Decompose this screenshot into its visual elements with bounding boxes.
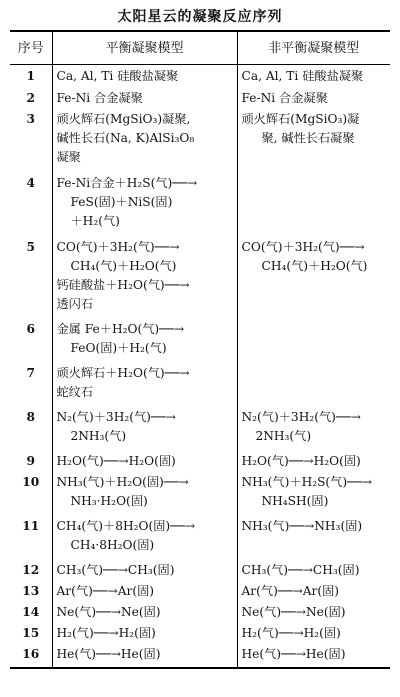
header-nonequilibrium-model: 非平衡凝聚模型 bbox=[237, 31, 390, 65]
reaction-line: Ar(气)──→Ar(固) bbox=[241, 583, 340, 598]
equilibrium-cell bbox=[52, 172, 237, 236]
row-number: 15 bbox=[22, 625, 40, 640]
reaction-line: N₂(气)＋3H₂(气)──→ bbox=[241, 409, 361, 424]
equilibrium-cell bbox=[52, 643, 237, 668]
nonequilibrium-cell bbox=[237, 406, 390, 450]
reaction-line: CH₃(气)──→CH₃(固) bbox=[56, 562, 175, 577]
nonequilibrium-cell bbox=[237, 471, 390, 515]
row-number: 5 bbox=[26, 239, 35, 254]
reaction-line: 聚, 碱性长石凝聚 bbox=[261, 130, 355, 145]
row-number: 9 bbox=[26, 453, 35, 468]
nonequilibrium-cell bbox=[237, 108, 390, 172]
row-number: 6 bbox=[26, 321, 35, 336]
reaction-line: NH₄SH(固) bbox=[261, 493, 329, 508]
nonequilibrium-cell bbox=[237, 622, 390, 643]
row-number: 4 bbox=[26, 175, 35, 190]
reaction-line: H₂(气)──→H₂(固) bbox=[241, 625, 341, 640]
equilibrium-cell bbox=[52, 622, 237, 643]
table-row bbox=[10, 362, 390, 406]
row-number: 12 bbox=[22, 562, 40, 577]
header-equilibrium-model: 平衡凝聚模型 bbox=[52, 31, 237, 65]
reaction-line: 金属 Fe＋H₂O(气)──→ bbox=[56, 321, 185, 336]
nonequilibrium-cell bbox=[237, 362, 390, 406]
reaction-line: Ar(气)──→Ar(固) bbox=[56, 583, 155, 598]
nonequilibrium-cell bbox=[237, 601, 390, 622]
row-number: 14 bbox=[22, 604, 40, 619]
reaction-line: 顽火辉石＋H₂O(气)──→ bbox=[56, 365, 190, 380]
table-row bbox=[10, 236, 390, 318]
reaction-line: He(气)──→He(固) bbox=[241, 646, 346, 661]
reaction-line: Ne(气)──→Ne(固) bbox=[241, 604, 346, 619]
reaction-line: CH₄(气)＋H₂O(气) bbox=[261, 258, 368, 273]
reaction-line: FeS(固)＋NiS(固) bbox=[70, 194, 173, 209]
nonequilibrium-cell bbox=[237, 643, 390, 668]
equilibrium-cell bbox=[52, 471, 237, 515]
row-number: 8 bbox=[26, 409, 35, 424]
row-number: 1 bbox=[26, 69, 35, 83]
reaction-line: H₂(气)──→H₂(固) bbox=[56, 625, 156, 640]
reaction-line: Fe-Ni合金＋H₂S(气)──→ bbox=[56, 175, 198, 190]
reaction-line: CO(气)＋3H₂(气)──→ bbox=[241, 239, 365, 254]
reaction-line: Ca, Al, Ti 硅酸盐凝聚 bbox=[241, 69, 364, 83]
equilibrium-cell bbox=[52, 406, 237, 450]
equilibrium-cell bbox=[52, 601, 237, 622]
reaction-line: He(气)──→He(固) bbox=[56, 646, 161, 661]
reaction-line: NH₃(气)──→NH₃(固) bbox=[241, 518, 363, 533]
reaction-line: 顽火辉石(MgSiO₃)凝聚, bbox=[56, 111, 191, 126]
row-number: 13 bbox=[22, 583, 40, 598]
table-row bbox=[10, 580, 390, 601]
reaction-line: 碱性长石(Na, K)AlSi₃O₈ bbox=[56, 130, 195, 145]
table-row bbox=[10, 601, 390, 622]
reaction-line: H₂O(气)──→H₂O(固) bbox=[241, 453, 361, 468]
reaction-line: 顽火辉石(MgSiO₃)凝 bbox=[241, 111, 360, 126]
reaction-sequence-table bbox=[10, 30, 390, 669]
reaction-line: CH₄(气)＋H₂O(气) bbox=[70, 258, 177, 273]
equilibrium-cell bbox=[52, 318, 237, 362]
reaction-line: 透闪石 bbox=[56, 296, 94, 311]
table-row bbox=[10, 172, 390, 236]
reaction-line: NH₃(气)＋H₂S(气)──→ bbox=[241, 474, 373, 489]
row-number: 10 bbox=[22, 474, 40, 489]
row-number: 16 bbox=[22, 646, 40, 661]
table-row bbox=[10, 471, 390, 515]
equilibrium-cell bbox=[52, 108, 237, 172]
equilibrium-cell bbox=[52, 236, 237, 318]
row-number: 3 bbox=[26, 111, 35, 126]
nonequilibrium-cell bbox=[237, 515, 390, 559]
table-row bbox=[10, 559, 390, 580]
table-row bbox=[10, 406, 390, 450]
equilibrium-cell bbox=[52, 362, 237, 406]
reaction-line: CH₃(气)──→CH₃(固) bbox=[241, 562, 360, 577]
table-row bbox=[10, 643, 390, 668]
equilibrium-cell bbox=[52, 559, 237, 580]
nonequilibrium-cell bbox=[237, 450, 390, 471]
reaction-line: Ca, Al, Ti 硅酸盐凝聚 bbox=[56, 69, 179, 83]
header-row bbox=[10, 31, 390, 65]
table-row bbox=[10, 450, 390, 471]
table-row bbox=[10, 65, 390, 87]
nonequilibrium-cell bbox=[237, 65, 390, 87]
reaction-line: CH₄(气)＋8H₂O(固)──→ bbox=[56, 518, 196, 533]
reaction-line: FeO(固)＋H₂(气) bbox=[70, 340, 167, 355]
nonequilibrium-cell bbox=[237, 318, 390, 362]
reaction-line: H₂O(气)──→H₂O(固) bbox=[56, 453, 176, 468]
equilibrium-cell bbox=[52, 87, 237, 108]
reaction-line: CH₄·8H₂O(固) bbox=[70, 537, 155, 552]
row-number: 2 bbox=[26, 90, 35, 105]
reaction-line: 蛇纹石 bbox=[56, 384, 94, 399]
table-row bbox=[10, 515, 390, 559]
table-row bbox=[10, 108, 390, 172]
reaction-line: 2NH₃(气) bbox=[255, 428, 312, 443]
nonequilibrium-cell bbox=[237, 559, 390, 580]
reaction-line: 凝聚 bbox=[56, 149, 81, 164]
nonequilibrium-cell bbox=[237, 236, 390, 318]
equilibrium-cell bbox=[52, 65, 237, 87]
reaction-line: NH₃·H₂O(固) bbox=[70, 493, 148, 508]
equilibrium-cell bbox=[52, 515, 237, 559]
nonequilibrium-cell bbox=[237, 172, 390, 236]
table-title: 太阳星云的凝聚反应序列 bbox=[117, 9, 283, 25]
nonequilibrium-cell bbox=[237, 580, 390, 601]
reaction-line: ＋H₂(气) bbox=[70, 213, 120, 228]
table-row bbox=[10, 622, 390, 643]
reaction-line: Fe-Ni 合金凝聚 bbox=[241, 90, 328, 105]
reaction-line: N₂(气)＋3H₂(气)──→ bbox=[56, 409, 176, 424]
table-row bbox=[10, 318, 390, 362]
equilibrium-cell bbox=[52, 580, 237, 601]
row-number: 7 bbox=[26, 365, 35, 380]
reaction-line: Ne(气)──→Ne(固) bbox=[56, 604, 161, 619]
reaction-line: 钙硅酸盐＋H₂O(气)──→ bbox=[56, 277, 190, 292]
header-number: 序号 bbox=[10, 31, 52, 65]
table-row bbox=[10, 87, 390, 108]
nonequilibrium-cell bbox=[237, 87, 390, 108]
reaction-line: 2NH₃(气) bbox=[70, 428, 127, 443]
row-number: 11 bbox=[22, 518, 40, 533]
equilibrium-cell bbox=[52, 450, 237, 471]
reaction-line: NH₃(气)＋H₂O(固)──→ bbox=[56, 474, 189, 489]
reaction-line: Fe-Ni 合金凝聚 bbox=[56, 90, 143, 105]
reaction-line: CO(气)＋3H₂(气)──→ bbox=[56, 239, 180, 254]
